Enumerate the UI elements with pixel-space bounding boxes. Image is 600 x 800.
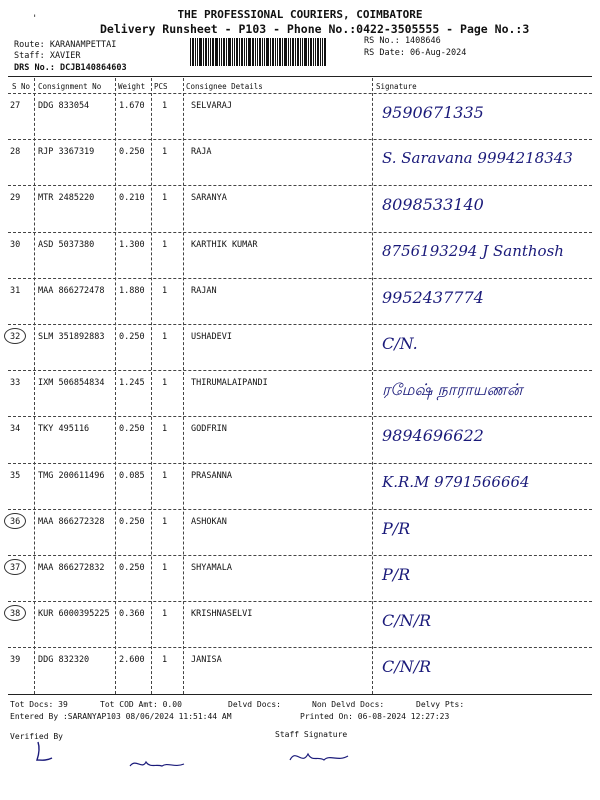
recipient-signature: C/N. bbox=[382, 334, 418, 353]
row-divider bbox=[8, 463, 592, 464]
col-pcs: PCS bbox=[154, 82, 168, 91]
table-row bbox=[0, 189, 600, 235]
delivery-points: Delvy Pts: bbox=[416, 700, 465, 709]
row-serial-number: 31 bbox=[10, 285, 21, 296]
consignment-number: MAA 866272478 bbox=[38, 285, 105, 296]
row-divider bbox=[8, 555, 592, 556]
row-serial-number: 29 bbox=[10, 193, 21, 204]
pieces-count: 1 bbox=[162, 239, 168, 250]
printed-on: Printed On: 06-08-2024 12:27:23 bbox=[300, 712, 450, 721]
table-row bbox=[0, 513, 600, 559]
pieces-count: 1 bbox=[162, 378, 168, 389]
consignee-name: SHYAMALA bbox=[191, 563, 232, 573]
weight-value: 0.250 bbox=[119, 332, 145, 342]
recipient-signature: 8756193294 J Santhosh bbox=[382, 241, 564, 260]
weight-value: 0.210 bbox=[119, 193, 145, 204]
total-docs: Tot Docs: 39 bbox=[10, 700, 68, 709]
row-serial-number: 39 bbox=[10, 655, 21, 666]
recipient-signature: P/R bbox=[382, 518, 411, 538]
consignee-name: PRASANNA bbox=[191, 470, 232, 481]
table-row bbox=[0, 651, 600, 697]
recipient-signature: 9894696622 bbox=[382, 426, 484, 446]
pieces-count: 1 bbox=[162, 424, 168, 435]
pieces-count: 1 bbox=[162, 332, 168, 342]
barcode bbox=[190, 38, 350, 66]
drs-number: DRS No.: DCJB140864603 bbox=[14, 63, 127, 73]
staff-label: Staff: XAVIER bbox=[14, 51, 81, 61]
weight-value: 0.250 bbox=[119, 147, 145, 158]
consignment-number: KUR 6000395225 bbox=[38, 609, 110, 620]
col-weight: Weight bbox=[118, 82, 146, 91]
weight-value: 1.300 bbox=[119, 239, 145, 250]
row-divider bbox=[8, 416, 592, 417]
table-row bbox=[0, 143, 600, 189]
table-row bbox=[0, 374, 600, 420]
recipient-signature: C/N/R bbox=[382, 611, 432, 631]
table-top-rule bbox=[8, 76, 592, 77]
pieces-count: 1 bbox=[162, 193, 168, 204]
recipient-signature: P/R bbox=[382, 565, 411, 584]
consignee-name: RAJAN bbox=[191, 285, 217, 296]
rs-date: RS Date: 06-Aug-2024 bbox=[364, 48, 467, 58]
consignee-name: KARTHIK KUMAR bbox=[191, 239, 258, 250]
staff-signature-label: Staff Signature bbox=[275, 730, 348, 739]
col-sno: S No bbox=[12, 82, 31, 91]
pieces-count: 1 bbox=[162, 563, 168, 573]
entered-by: Entered By :SARANYAP103 08/06/2024 11:51:44 AM bbox=[10, 712, 232, 721]
recipient-signature: C/N/R bbox=[382, 657, 432, 677]
verifier-signature bbox=[28, 740, 58, 766]
row-serial-number: 27 bbox=[10, 101, 21, 111]
table-row bbox=[0, 420, 600, 466]
staff-signature-mark bbox=[286, 746, 352, 770]
row-divider bbox=[8, 647, 592, 648]
header-divider bbox=[8, 93, 592, 94]
verified-by-label: Verified By bbox=[10, 732, 63, 741]
weight-value: 0.250 bbox=[119, 516, 145, 527]
row-serial-number: 34 bbox=[10, 424, 21, 435]
col-consignee: Consignee Details bbox=[186, 82, 263, 91]
table-row bbox=[0, 328, 600, 374]
row-divider bbox=[8, 278, 592, 279]
consignment-number: MAA 866272328 bbox=[38, 516, 105, 527]
row-serial-number: 32 bbox=[10, 332, 21, 342]
weight-value: 0.360 bbox=[119, 609, 145, 620]
pieces-count: 1 bbox=[162, 285, 168, 296]
table-row bbox=[0, 236, 600, 282]
weight-value: 0.085 bbox=[119, 470, 145, 481]
consignment-number: MTR 2485220 bbox=[38, 193, 95, 204]
staff-signature-scribble bbox=[128, 754, 188, 774]
table-bottom-rule bbox=[8, 694, 592, 695]
pieces-count: 1 bbox=[162, 101, 168, 111]
consignment-number: MAA 866272832 bbox=[38, 563, 105, 573]
table-row bbox=[0, 467, 600, 513]
recipient-signature: K.R.M 9791566664 bbox=[382, 472, 530, 491]
row-serial-number: 38 bbox=[10, 609, 21, 620]
row-divider bbox=[8, 324, 592, 325]
consignment-number: TMG 200611496 bbox=[38, 470, 105, 481]
consignee-name: JANISA bbox=[191, 655, 222, 666]
consignee-name: SELVARAJ bbox=[191, 101, 232, 111]
row-divider bbox=[8, 509, 592, 510]
recipient-signature: 9590671335 bbox=[382, 103, 484, 122]
consignee-name: USHADEVI bbox=[191, 332, 232, 342]
row-divider bbox=[8, 601, 592, 602]
weight-value: 1.670 bbox=[119, 101, 145, 111]
consignment-number: DDG 833054 bbox=[38, 101, 90, 111]
total-cod: Tot COD Amt: 0.00 bbox=[100, 700, 182, 709]
recipient-signature: S. Saravana 9994218343 bbox=[382, 149, 573, 168]
row-serial-number: 30 bbox=[10, 239, 21, 250]
weight-value: 1.880 bbox=[119, 285, 145, 296]
row-divider bbox=[8, 185, 592, 186]
company-name: THE PROFESSIONAL COURIERS, COIMBATORE bbox=[177, 8, 423, 21]
row-serial-number: 36 bbox=[10, 516, 21, 527]
weight-value: 1.245 bbox=[119, 378, 145, 389]
row-divider bbox=[8, 139, 592, 140]
pieces-count: 1 bbox=[162, 655, 168, 666]
weight-value: 0.250 bbox=[119, 563, 145, 573]
weight-value: 0.250 bbox=[119, 424, 145, 435]
table-row bbox=[0, 97, 600, 143]
rs-number: RS No.: 1408646 bbox=[364, 36, 441, 46]
non-delivered-docs: Non Delvd Docs: bbox=[312, 700, 385, 709]
recipient-signature: 8098533140 bbox=[382, 195, 484, 215]
runsheet-title: Delivery Runsheet - P103 - Phone No.:0422-3505555 - Page No.:3 bbox=[100, 22, 530, 36]
row-serial-number: 28 bbox=[10, 147, 21, 158]
consignment-number: IXM 506854834 bbox=[38, 378, 105, 389]
col-signature: Signature bbox=[376, 82, 417, 91]
consignment-number: DDG 832320 bbox=[38, 655, 90, 666]
weight-value: 2.600 bbox=[119, 655, 145, 666]
consignee-name: SARANYA bbox=[191, 193, 227, 204]
row-serial-number: 33 bbox=[10, 378, 21, 389]
consignment-number: RJP 3367319 bbox=[38, 147, 95, 158]
table-row bbox=[0, 605, 600, 651]
consignee-name: THIRUMALAIPANDI bbox=[191, 378, 268, 389]
consignee-name: RAJA bbox=[191, 147, 212, 158]
pieces-count: 1 bbox=[162, 609, 168, 620]
consignee-name: GODFRIN bbox=[191, 424, 227, 435]
pieces-count: 1 bbox=[162, 147, 168, 158]
pieces-count: 1 bbox=[162, 470, 168, 481]
recipient-signature: ரமேஷ் நாராயணன் bbox=[382, 380, 523, 400]
row-serial-number: 37 bbox=[10, 563, 21, 573]
recipient-signature: 9952437774 bbox=[382, 287, 484, 307]
row-divider bbox=[8, 232, 592, 233]
col-consignment: Consignment No bbox=[38, 82, 102, 91]
consignee-name: ASHOKAN bbox=[191, 516, 227, 527]
table-row bbox=[0, 559, 600, 605]
row-serial-number: 35 bbox=[10, 470, 21, 481]
table-row bbox=[0, 282, 600, 328]
consignment-number: SLM 351892883 bbox=[38, 332, 105, 342]
consignment-number: TKY 495116 bbox=[38, 424, 90, 435]
consignee-name: KRISHNASELVI bbox=[191, 609, 253, 620]
stray-mark: ' bbox=[32, 14, 38, 24]
consignment-number: ASD 5037380 bbox=[38, 239, 95, 250]
row-divider bbox=[8, 370, 592, 371]
route-label: Route: KARANAMPETTAI bbox=[14, 40, 117, 50]
pieces-count: 1 bbox=[162, 516, 168, 527]
delivered-docs: Delvd Docs: bbox=[228, 700, 281, 709]
